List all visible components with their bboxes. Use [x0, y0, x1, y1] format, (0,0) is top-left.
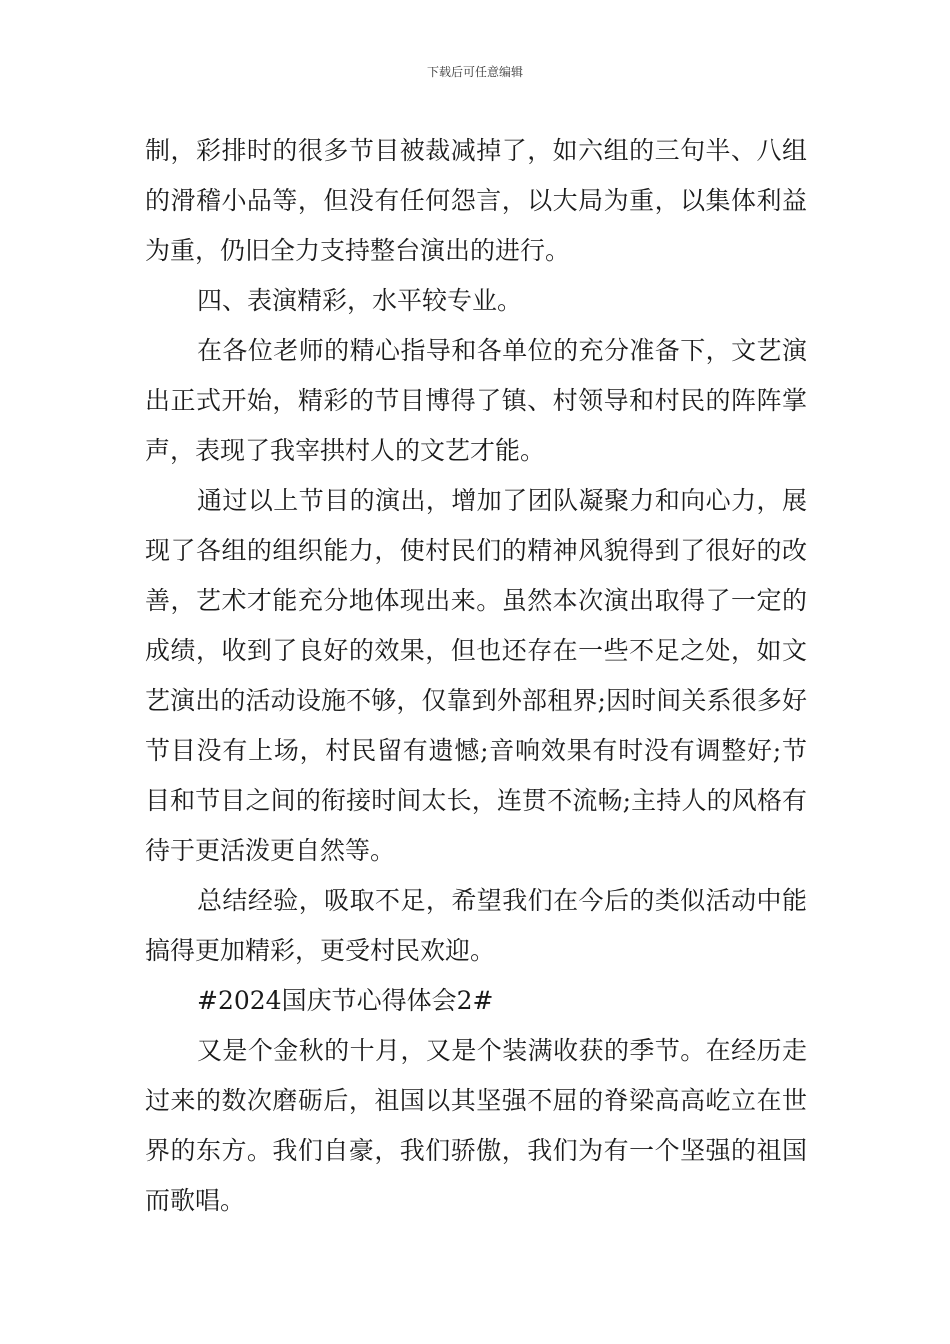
- paragraph-7: 又是个金秋的十月，又是个装满收获的季节。在经历走过来的数次磨砺后，祖国以其坚强不屈的脊梁高高屹立在世界的东方。我们自豪，我们骄傲，我们为有一个坚强的祖国而歌唱。: [145, 1036, 807, 1215]
- body-text: [145, 126, 807, 1226]
- paragraph-4: 通过以上节目的演出，增加了团队凝聚力和向心力，展现了各组的组织能力，使村民们的精神风貌得到了很好的改善，艺术才能充分地体现出来。虽然本次演出取得了一定的成绩，收到了良好的效果，但也还存在一些不足之处，如文艺演出的活动设施不够，仅靠到外部租界;因时间关系很多好节目没有上场，村民留有遗憾;音响效果有时没有调整好;节目和节目之间的衔接时间太长，连贯不流畅;主持人的风格有待于更活泼更自然等。: [145, 486, 807, 865]
- paragraph-2-heading: 四、表演精彩，水平较专业。: [197, 286, 523, 315]
- section-title: #2024国庆节心得体会2#: [197, 986, 494, 1015]
- paragraph-3: 在各位老师的精心指导和各单位的充分准备下，文艺演出正式开始，精彩的节目博得了镇、村领导和村民的阵阵掌声，表现了我宰拱村人的文艺才能。: [145, 336, 807, 465]
- page-header: 下载后可任意编辑: [426, 65, 523, 79]
- paragraph-1: 制，彩排时的很多节目被裁减掉了，如六组的三句半、八组的滑稽小品等，但没有任何怨言，以大局为重，以集体利益为重，仍旧全力支持整台演出的进行。: [145, 136, 807, 265]
- paragraph-5: 总结经验，吸取不足，希望我们在今后的类似活动中能搞得更加精彩，更受村民欢迎。: [145, 886, 807, 965]
